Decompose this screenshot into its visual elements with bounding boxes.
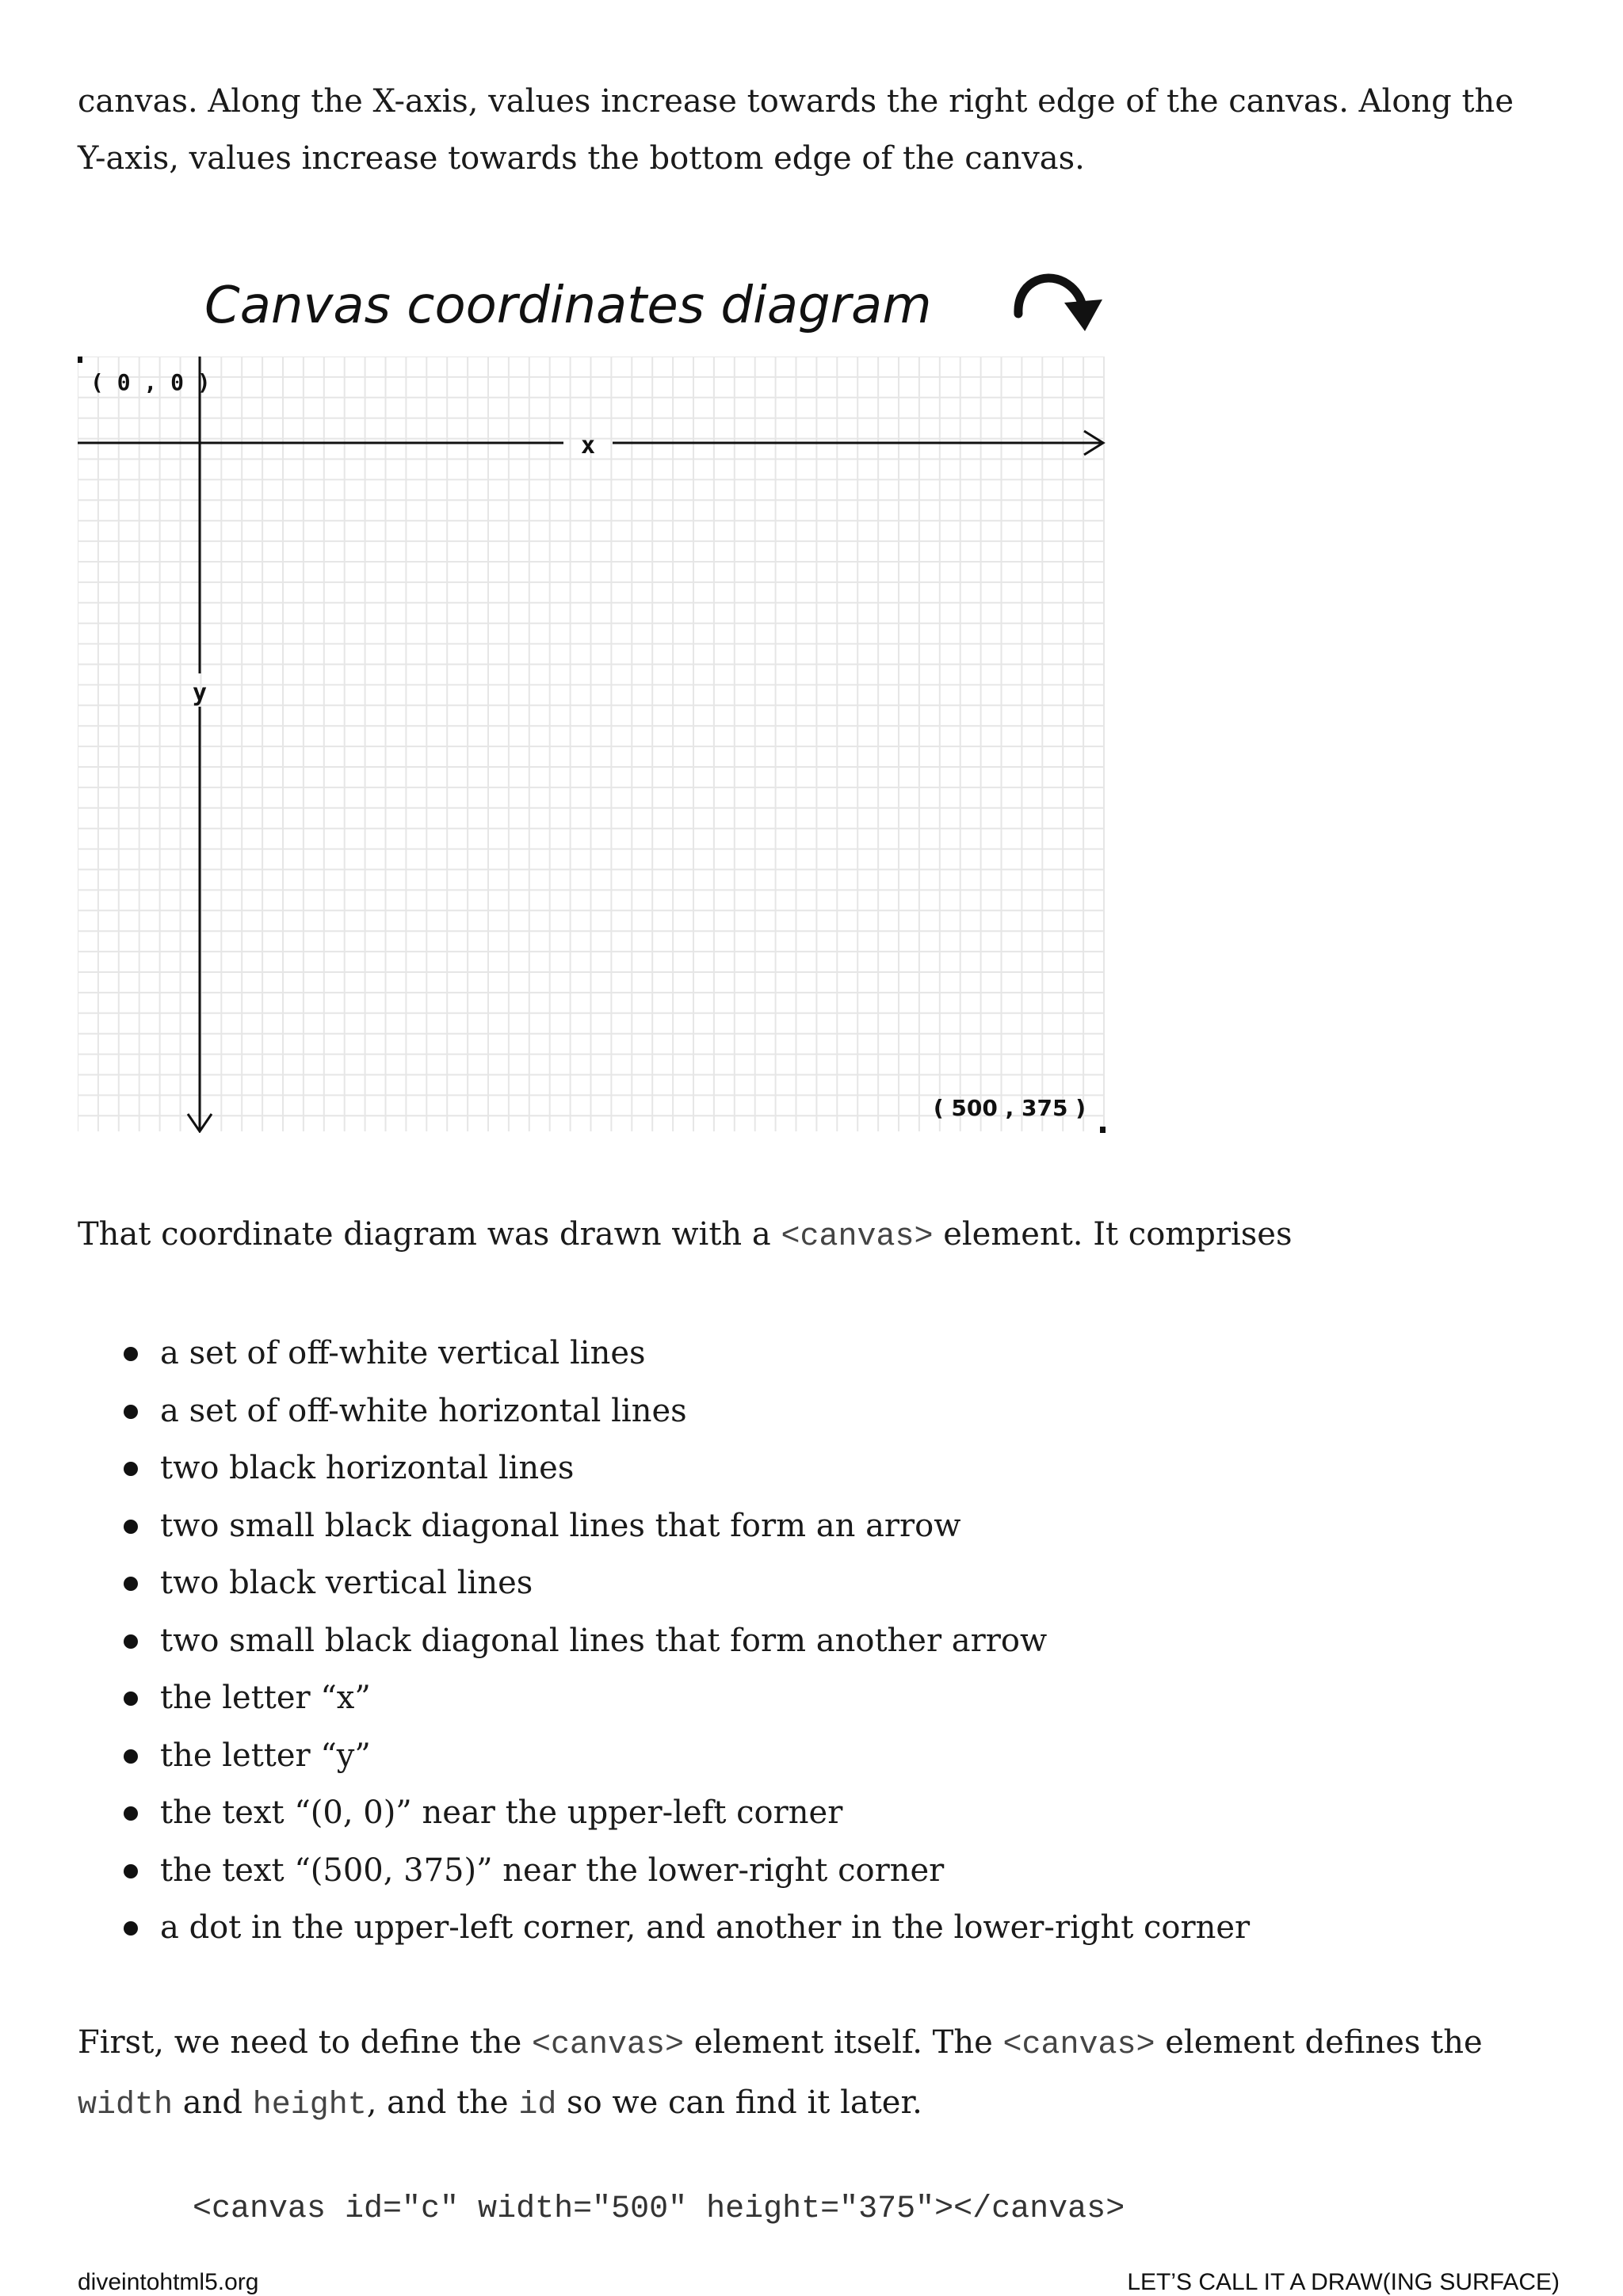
text-span: First, we need to define the bbox=[78, 2024, 532, 2061]
width-code: width bbox=[78, 2088, 174, 2123]
list-item: a set of off-white vertical lines bbox=[78, 1325, 1250, 1383]
canvas-coordinates-figure bbox=[78, 357, 1108, 1133]
text-span: , and the bbox=[366, 2084, 519, 2121]
text-span: element defines the bbox=[1155, 2024, 1483, 2061]
list-item: the text “(500, 375)” near the lower-right corner bbox=[78, 1842, 1250, 1900]
list-item: the text “(0, 0)” near the upper-left corner bbox=[78, 1784, 1250, 1842]
list-item: the letter “x” bbox=[78, 1669, 1250, 1727]
define-canvas-paragraph bbox=[78, 2014, 1552, 2134]
intro-paragraph: canvas. Along the X-axis, values increase towards the right edge of the canvas. Along the Y-axis, values increase towards the bottom edge of the canvas. bbox=[78, 83, 1514, 177]
canvas-tag-code: <canvas> bbox=[531, 2027, 684, 2063]
list-item: two black horizontal lines bbox=[78, 1440, 1250, 1497]
origin-dot bbox=[78, 357, 82, 363]
corner-dot bbox=[1100, 1127, 1106, 1133]
x-axis-label: x bbox=[580, 432, 596, 460]
list-item: a set of off-white horizontal lines bbox=[78, 1383, 1250, 1440]
comprises-text-before: That coordinate diagram was drawn with a bbox=[78, 1216, 781, 1253]
comprises-paragraph bbox=[78, 1206, 1292, 1266]
clockwise-turn-arrow-icon bbox=[1009, 261, 1104, 333]
origin-label: ( 0 , 0 ) bbox=[90, 369, 211, 395]
id-code: id bbox=[518, 2088, 557, 2123]
list-item: two small black diagonal lines that form another arrow bbox=[78, 1612, 1250, 1670]
canvas-tag-code: <canvas> bbox=[781, 1219, 934, 1255]
off-white-grid bbox=[78, 357, 1105, 1131]
corner-label: ( 500 , 375 ) bbox=[933, 1095, 1086, 1121]
text-span: element itself. The bbox=[683, 2024, 1003, 2061]
list-item: two small black diagonal lines that form an arrow bbox=[78, 1497, 1250, 1555]
footer-site-name: diveintohtml5.org bbox=[78, 2269, 259, 2295]
list-item: a dot in the upper-left corner, and another in the lower-right corner bbox=[78, 1899, 1250, 1957]
height-code: height bbox=[252, 2088, 367, 2123]
list-item: the letter “y” bbox=[78, 1727, 1250, 1785]
list-item: two black vertical lines bbox=[78, 1554, 1250, 1612]
footer-chapter-title: LET’S CALL IT A DRAW(ING SURFACE) bbox=[1127, 2269, 1560, 2295]
text-span: so we can find it later. bbox=[556, 2084, 922, 2121]
canvas-tag-code: <canvas> bbox=[1002, 2027, 1155, 2063]
text-span: and bbox=[173, 2084, 253, 2121]
components-list bbox=[78, 1325, 1250, 1957]
code-block: <canvas id="c" width="500" height="375"></canvas> bbox=[193, 2191, 1125, 2227]
comprises-text-after: element. It comprises bbox=[933, 1216, 1293, 1253]
diagram-title: Canvas coordinates diagram bbox=[204, 277, 932, 335]
y-axis-label: y bbox=[192, 679, 208, 707]
